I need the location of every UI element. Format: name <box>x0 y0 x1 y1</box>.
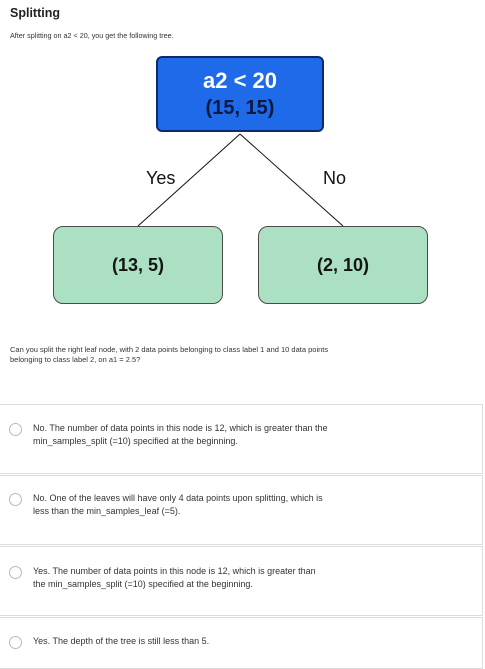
answer-option-1-text <box>33 422 433 448</box>
root-condition: a2 < 20 <box>202 68 277 93</box>
left-leaf-node <box>53 226 223 304</box>
radio-button-icon[interactable] <box>9 423 22 436</box>
radio-button-icon[interactable] <box>9 636 22 649</box>
root-counts: (15, 15) <box>205 97 275 119</box>
answer-option-4-text <box>33 635 433 648</box>
answer-option-1[interactable] <box>0 404 483 474</box>
question-text <box>10 345 450 365</box>
edge-label-no: No <box>323 168 347 188</box>
answer-option-3[interactable] <box>0 546 483 616</box>
question-line-2: belonging to class label 2, on a1 = 2.5? <box>10 355 141 364</box>
answer-option-4-line-1: Yes. The depth of the tree is still less than 5. <box>33 636 210 646</box>
root-node <box>156 56 324 132</box>
edge-label-yes: Yes <box>146 168 176 188</box>
section-title: Splitting <box>10 6 60 20</box>
answer-option-2-line-2: less than the min_samples_leaf (=5). <box>33 506 181 516</box>
radio-button-icon[interactable] <box>9 566 22 579</box>
answer-option-3-line-2: the min_samples_split (=10) specified at the beginning. <box>33 579 253 589</box>
question-line-1: Can you split the right leaf node, with 2 data points belonging to class label 1 and 10 data points <box>10 345 329 354</box>
answer-option-3-text <box>33 565 433 591</box>
radio-button-icon[interactable] <box>9 493 22 506</box>
answer-option-1-line-1: No. The number of data points in this node is 12, which is greater than the <box>33 423 328 433</box>
decision-tree-diagram <box>0 50 485 315</box>
answer-option-3-line-1: Yes. The number of data points in this node is 12, which is greater than <box>33 566 316 576</box>
left-leaf-counts: (13, 5) <box>111 254 165 275</box>
intro-text: After splitting on a2 < 20, you get the following tree. <box>10 31 174 40</box>
answer-option-2[interactable] <box>0 475 483 545</box>
answer-option-2-line-1: No. One of the leaves will have only 4 data points upon splitting, which is <box>33 493 323 503</box>
right-leaf-node <box>258 226 428 304</box>
right-leaf-counts: (2, 10) <box>316 254 370 275</box>
answer-option-1-line-2: min_samples_split (=10) specified at the beginning. <box>33 436 238 446</box>
answer-option-2-text <box>33 492 433 518</box>
answer-option-4[interactable] <box>0 617 483 669</box>
